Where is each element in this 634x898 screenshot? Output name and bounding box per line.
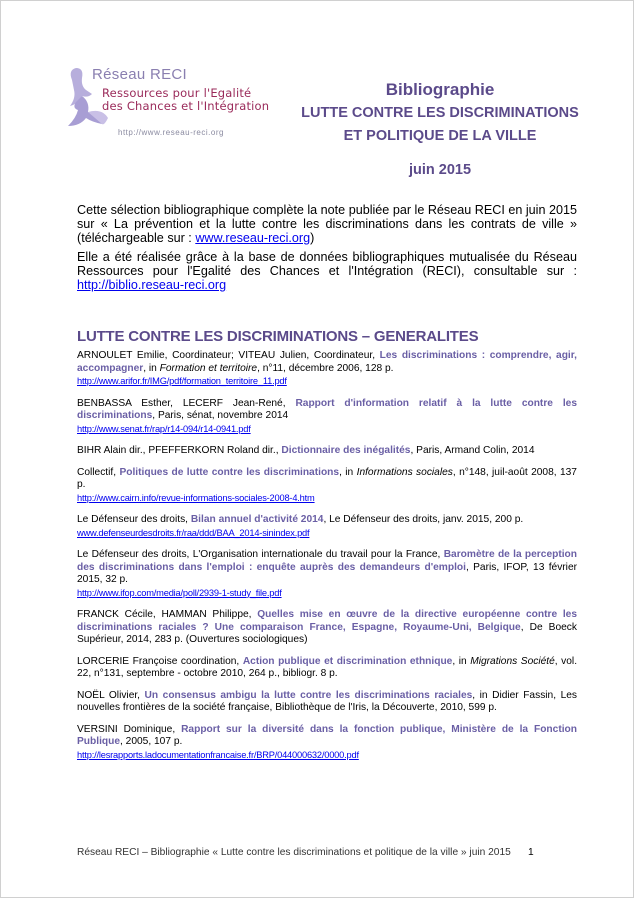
reference-title: Action publique et discrimination ethnique — [242, 655, 453, 667]
reference-link[interactable]: http://www.cairn.info/revue-informations-sociales-2008-4.htm — [77, 492, 315, 503]
reference-title: Rapport d'information relatif à la lutte contre les discriminations — [77, 397, 577, 421]
intro-text: Elle a été réalisée grâce à la base de données bibliographiques mutualisée du Réseau Ressources pour l'Egalité des Chances et l'Intégration (RECI), consultable sur : — [77, 250, 577, 278]
reference-item — [77, 656, 577, 681]
reference-author: Collectif, — [77, 466, 120, 478]
reference-link[interactable]: http://www.ifop.com/media/poll/2939-1-study_file.pdf — [77, 587, 282, 598]
logo-name: Réseau RECI — [92, 66, 188, 83]
biblio-link[interactable]: http://biblio.reseau-reci.org — [77, 278, 227, 292]
reference-title: Dictionnaire des inégalités — [281, 445, 411, 456]
reference-list — [77, 350, 577, 771]
reference-item — [77, 467, 577, 506]
reference-title: Un consensus ambigu la lutte contre les discriminations raciales — [144, 689, 473, 701]
reference-details: , in — [143, 362, 160, 374]
section-title: LUTTE CONTRE LES DISCRIMINATIONS – GENERALITES — [77, 328, 479, 345]
reference-title: Quelles mise en œuvre de la directive européenne contre les discriminations raciales ? Une comparaison France, Espagne, Royaume-Uni, Belgique — [77, 609, 578, 633]
reference-details: , 2005, 107 p. — [120, 736, 183, 747]
page-footer: Réseau RECI – Bibliographie « Lutte contre les discriminations et politique de la ville » juin 2015 — [77, 847, 511, 858]
reference-details: , Le Défenseur des droits, janv. 2015, 200 p. — [323, 514, 524, 525]
reference-link[interactable]: http://www.senat.fr/rap/r14-094/r14-0941.pdf — [77, 423, 251, 434]
reference-journal: Migrations Société — [470, 655, 555, 667]
reference-details: , Paris, Armand Colin, 2014 — [410, 445, 535, 456]
reference-link[interactable]: http://lesrapports.ladocumentationfrancaise.fr/BRP/044000632/0000.pdf — [77, 749, 359, 760]
intro-text-end: ) — [310, 231, 315, 245]
doc-subtitle-line1: LUTTE CONTRE LES DISCRIMINATIONS — [301, 105, 579, 121]
reference-author: ARNOULET Emilie, Coordinateur; VITEAU Julien, Coordinateur, — [77, 350, 380, 361]
logo-url: http://www.reseau-reci.org — [118, 128, 224, 137]
reference-author: FRANCK Cécile, HAMMAN Philippe, — [77, 609, 258, 620]
intro-text: Cette sélection bibliographique complète la note publiée par le Réseau RECI en juin 2015 sur « La prévention et la lutte contre les discriminations dans les contrats de ville » (téléchargeable sur : — [77, 203, 577, 245]
reference-link[interactable]: http://www.arifor.fr/IMG/pdf/formation_territoire_11.pdf — [77, 376, 287, 386]
page-number: 1 — [528, 847, 534, 858]
doc-subtitle-line2: ET POLITIQUE DE LA VILLE — [343, 128, 537, 144]
reference-details: , in Didier Fassin, Les nouvelles frontières de la société française, Bibliothèque de l'Iris, la Découverte, 2010, 599 p. — [77, 689, 577, 713]
reference-author: VERSINI Dominique, — [77, 723, 182, 735]
reference-title: Rapport sur la diversité dans la fonction publique, Ministère de la Fonction Publique — [77, 723, 577, 747]
intro-paragraph-1 — [77, 203, 577, 245]
reference-details: , Paris, sénat, novembre 2014 — [152, 410, 289, 421]
reference-issue: , n°148, juil-août 2008, 137 p. — [77, 466, 577, 490]
reference-journal: Informations sociales — [356, 466, 453, 478]
reference-author: BIHR Alain dir., PFEFFERKORN Roland dir., — [77, 445, 282, 456]
logo-tagline-2: des Chances et l'Intégration — [102, 99, 270, 113]
reference-item — [77, 398, 577, 437]
reference-item — [77, 724, 577, 763]
reference-author: Le Défenseur des droits, L'Organisation internationale du travail pour la France, — [77, 549, 444, 560]
doc-date: juin 2015 — [408, 162, 472, 178]
reference-item — [77, 445, 577, 458]
reseau-reci-link[interactable]: www.reseau-reci.org — [195, 231, 311, 245]
reference-title: Baromètre de la perception des discriminations dans l'emploi : enquête auprès des demandeurs d'emploi — [77, 549, 577, 573]
reference-item — [77, 350, 577, 389]
reference-author: NOËL Olivier, — [77, 689, 145, 701]
reference-title: Politiques de lutte contre les discriminations — [119, 466, 340, 478]
reference-title: Les discriminations : comprendre, agir, accompagner — [77, 350, 577, 374]
reference-item — [77, 514, 577, 540]
doc-title: Bibliographie — [385, 80, 495, 99]
reference-details: , De Boeck Supérieur, 2014, 283 p. (Ouvertures sociologiques) — [77, 621, 577, 645]
reference-details: , Paris, IFOP, 13 février 2015, 32 p. — [77, 561, 577, 585]
reference-author: BENBASSA Esther, LECERF Jean-René, — [77, 397, 296, 409]
reference-title: Bilan annuel d'activité 2014 — [190, 514, 324, 525]
reference-item — [77, 690, 577, 715]
reference-details: , in — [339, 466, 357, 478]
reference-item — [77, 609, 577, 647]
reference-author: LORCERIE Françoise coordination, — [77, 655, 243, 667]
reference-item — [77, 549, 577, 600]
reference-details: , in — [452, 655, 471, 667]
intro-paragraph-2 — [77, 250, 577, 292]
reference-issue: , vol. 22, n°131, septembre - octobre 2010, 264 p., bibliogr. 8 p. — [77, 655, 578, 679]
reference-link[interactable]: www.defenseurdesdroits.fr/raa/ddd/BAA_2014-sinindex.pdf — [77, 527, 310, 538]
logo-tagline-1: Ressources pour l'Egalité — [102, 86, 252, 100]
reference-journal: Formation et territoire — [159, 362, 258, 374]
reference-author: Le Défenseur des droits, — [77, 514, 191, 525]
reference-issue: , n°11, décembre 2006, 128 p. — [257, 362, 394, 374]
